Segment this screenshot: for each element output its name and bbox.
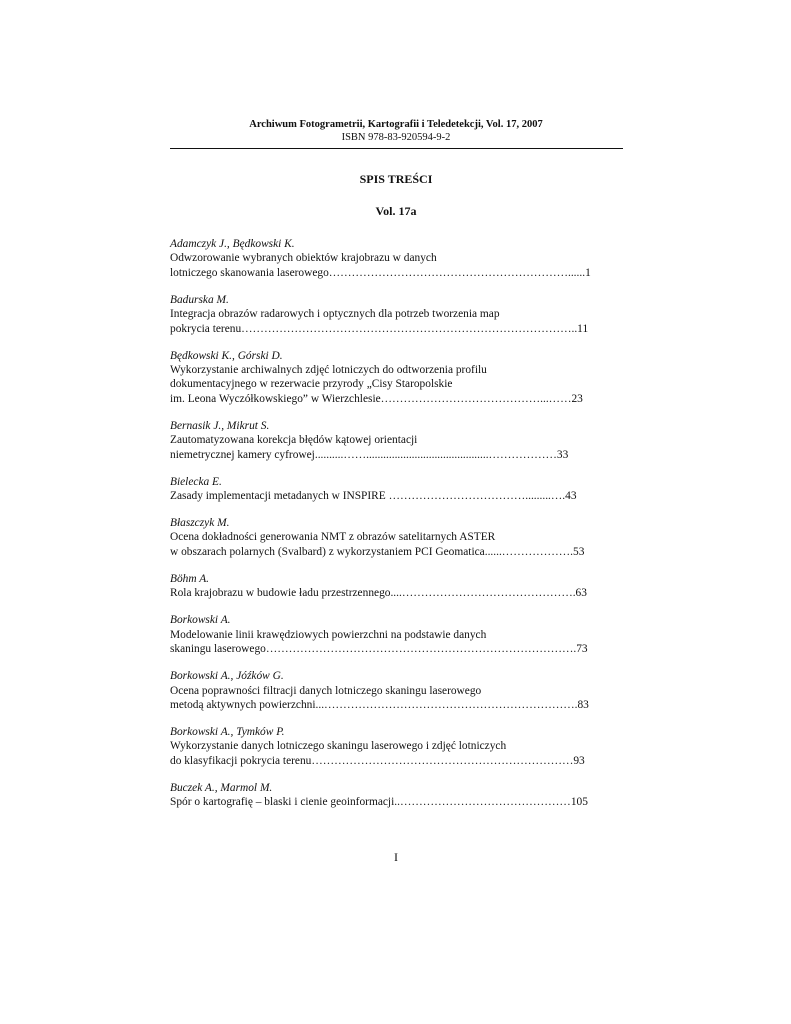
entry-title-line: metodą aktywnych powierzchni...………………………………………………………….83 [170, 698, 589, 711]
entry-title-line: Modelowanie linii krawędziowych powierzchni na podstawie danych [170, 628, 487, 641]
volume-title: Vol. 17a [375, 204, 417, 218]
entry-authors: Borkowski A., Jóźków G. [170, 670, 284, 683]
toc-entry[interactable] [170, 475, 622, 504]
toc-entry[interactable] [170, 516, 622, 559]
toc-entry[interactable] [170, 613, 622, 656]
entry-authors: Borkowski A., Tymków P. [170, 725, 285, 738]
entry-title-line: Rola krajobrazu w budowie ładu przestrzennego....……………………………………….63 [170, 587, 587, 600]
entry-title-line: w obszarach polarnych (Svalbard) z wykorzystaniem PCI Geomatica......……………….53 [170, 545, 585, 558]
entry-authors: Buczek A., Marmol M. [170, 781, 273, 794]
entry-title-line: niemetrycznej kamery cyfrowej..........……...........................................………………33 [170, 448, 569, 461]
toc-entry[interactable] [170, 725, 622, 768]
entry-title-line: lotniczego skanowania laserowego………………………………………………………......1 [170, 266, 591, 279]
entry-title-line: im. Leona Wyczółkowskiego” w Wierzchlesie……………………………………...……23 [170, 392, 583, 405]
entry-authors: Badurska M. [170, 293, 229, 306]
toc-entry[interactable] [170, 293, 622, 336]
entry-title-line: Wykorzystanie danych lotniczego skaningu laserowego i zdjęć lotniczych [170, 740, 507, 753]
header-divider [170, 148, 623, 149]
entry-title-line: do klasyfikacji pokrycia terenu……………………………………………………………93 [170, 754, 585, 767]
entry-title-line: Odwzorowanie wybranych obiektów krajobrazu w danych [170, 252, 437, 265]
isbn-line: ISBN 978-83-920594-9-2 [341, 132, 451, 143]
toc-entry[interactable] [170, 781, 622, 810]
entry-title-line: Spór o kartografię – blaski i cienie geoinformacji..………………………………………105 [170, 796, 588, 809]
entry-title-line: Wykorzystanie archiwalnych zdjęć lotniczych do odtworzenia profilu [170, 364, 487, 377]
entry-title-line: skaningu laserowego……………………………………………………………………….73 [170, 643, 588, 656]
entry-authors: Bielecka E. [170, 475, 222, 488]
toc-entries [170, 237, 622, 822]
toc-entry[interactable] [170, 349, 622, 407]
journal-title: Archiwum Fotogrametrii, Kartografii i Teledetekcji, Vol. 17, 2007 [249, 119, 543, 130]
toc-entry[interactable] [170, 419, 622, 462]
entry-authors: Błaszczyk M. [170, 517, 230, 530]
entry-title-line: pokrycia terenu……………………………………………………………………………..11 [170, 322, 589, 335]
entry-title-line: Integracja obrazów radarowych i optycznych dla potrzeb tworzenia map [170, 308, 500, 321]
entry-authors: Adamczyk J., Będkowski K. [170, 238, 295, 250]
toc-title: SPIS TREŚCI [359, 172, 433, 186]
journal-header [170, 118, 622, 144]
entry-title-line: Zasady implementacji metadanych w INSPIRE ……………………………….........….43 [170, 490, 577, 503]
entry-title-line: Zautomatyzowana korekcja błędów kątowej orientacji [170, 434, 418, 447]
toc-entry[interactable] [170, 572, 622, 601]
toc-entry[interactable] [170, 237, 622, 280]
entry-title-line: Ocena dokładności generowania NMT z obrazów satelitarnych ASTER [170, 531, 496, 544]
page-number: I [394, 850, 398, 864]
toc-entry[interactable] [170, 669, 622, 712]
entry-title-line: Ocena poprawności filtracji danych lotniczego skaningu laserowego [170, 684, 482, 697]
entry-title-line: dokumentacyjnego w rezerwacie przyrody „Cisy Staropolskie [170, 378, 453, 391]
entry-authors: Böhm A. [170, 572, 210, 585]
entry-authors: Bernasik J., Mikrut S. [170, 419, 270, 432]
entry-authors: Borkowski A. [170, 614, 231, 627]
entry-authors: Będkowski K., Górski D. [170, 349, 283, 362]
